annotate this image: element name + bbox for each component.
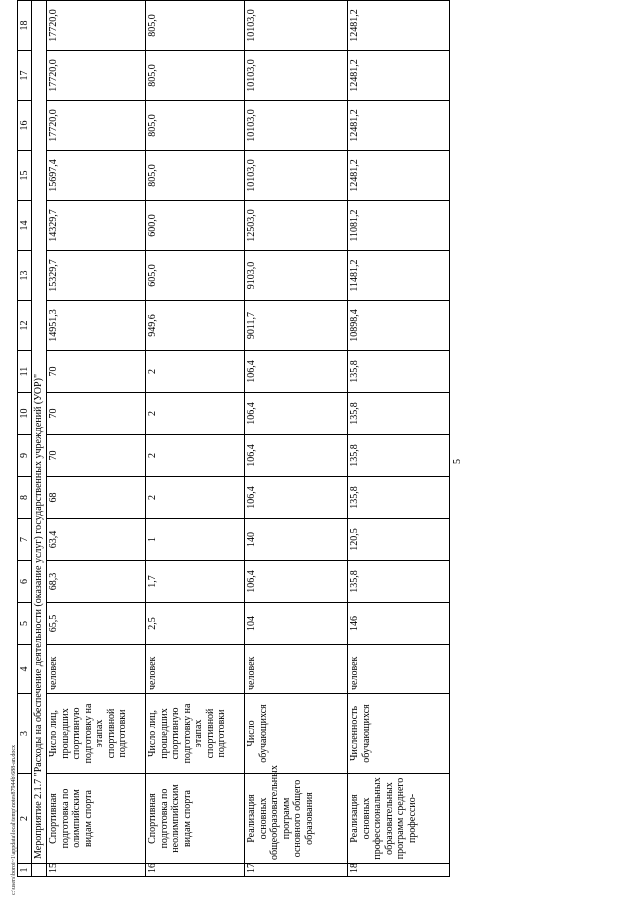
service-name: Спортивная подготовка по олимпийским видам спорта (47, 774, 146, 864)
column-number: 16 (18, 101, 32, 151)
page-number: 5 (452, 459, 463, 464)
value-cell: 9103,0 (245, 251, 348, 301)
value-cell: 12481,2 (348, 1, 450, 51)
value-cell: 17720,0 (47, 101, 146, 151)
value-cell: 70 (47, 351, 146, 393)
row-number: 16 (146, 864, 245, 877)
unit: человек (47, 645, 146, 694)
value-cell: 135,8 (348, 561, 450, 603)
column-number: 15 (18, 151, 32, 201)
column-number: 14 (18, 201, 32, 251)
value-cell: 2 (146, 351, 245, 393)
value-cell: 1,7 (146, 561, 245, 603)
value-cell: 135,8 (348, 351, 450, 393)
unit: человек (245, 645, 348, 694)
value-cell: 2 (146, 477, 245, 519)
value-cell: 805,0 (146, 1, 245, 51)
value-cell: 106,4 (245, 477, 348, 519)
value-cell: 2,5 (146, 603, 245, 645)
value-cell: 10103,0 (245, 101, 348, 151)
row-number: 18 (348, 864, 450, 877)
value-cell: 140 (245, 519, 348, 561)
indicator-name: Число обучающихся (245, 694, 348, 774)
value-cell: 146 (348, 603, 450, 645)
value-cell: 15329,7 (47, 251, 146, 301)
table-row (47, 1, 146, 877)
column-number: 13 (18, 251, 32, 301)
value-cell: 10103,0 (245, 51, 348, 101)
budget-table (17, 0, 450, 877)
value-cell: 600,0 (146, 201, 245, 251)
column-number: 11 (18, 351, 32, 393)
value-cell: 135,8 (348, 477, 450, 519)
value-cell: 805,0 (146, 51, 245, 101)
value-cell: 120,5 (348, 519, 450, 561)
column-number: 3 (18, 694, 32, 774)
value-cell: 11081,2 (348, 201, 450, 251)
value-cell: 17720,0 (47, 51, 146, 101)
column-number: 12 (18, 301, 32, 351)
table-row (146, 1, 245, 877)
service-name: Реализация основных общеобразовательных программ основного общего образования (245, 774, 348, 864)
value-cell: 949,6 (146, 301, 245, 351)
value-cell: 14951,3 (47, 301, 146, 351)
value-cell: 135,8 (348, 435, 450, 477)
value-cell: 17720,0 (47, 1, 146, 51)
value-cell: 106,4 (245, 435, 348, 477)
column-number: 8 (18, 477, 32, 519)
value-cell: 65,5 (47, 603, 146, 645)
value-cell: 2 (146, 435, 245, 477)
value-cell: 2 (146, 393, 245, 435)
value-cell: 1 (146, 519, 245, 561)
activity-title: Мероприятие 2.1.7 "Расходы на обеспечение деятельности (оказание услуг) государственных учреждений (УОР)" (32, 1, 47, 864)
column-number: 5 (18, 603, 32, 645)
value-cell: 12481,2 (348, 51, 450, 101)
value-cell: 12481,2 (348, 101, 450, 151)
value-cell: 104 (245, 603, 348, 645)
row-number: 17 (245, 864, 348, 877)
value-cell: 10103,0 (245, 151, 348, 201)
value-cell: 15697,4 (47, 151, 146, 201)
unit: человек (146, 645, 245, 694)
value-cell: 805,0 (146, 101, 245, 151)
column-number: 10 (18, 393, 32, 435)
value-cell: 68 (47, 477, 146, 519)
column-number: 9 (18, 435, 32, 477)
indicator-name: Численность обучающихся (348, 694, 450, 774)
column-number: 1 (18, 864, 32, 877)
column-number: 4 (18, 645, 32, 694)
value-cell: 12503,0 (245, 201, 348, 251)
column-number: 7 (18, 519, 32, 561)
value-cell: 10103,0 (245, 1, 348, 51)
value-cell: 10898,4 (348, 301, 450, 351)
value-cell: 70 (47, 435, 146, 477)
row-number: 15 (47, 864, 146, 877)
indicator-name: Число лиц, прошедших спортивную подготовку на этапах спортивной подготовки (146, 694, 245, 774)
value-cell: 11481,2 (348, 251, 450, 301)
column-number: 17 (18, 51, 32, 101)
footer-path: c:\users\boroi~1\appdata\local\temp\notes87944b\688-an.docx (11, 744, 17, 895)
service-name: Спортивная подготовка по неолимпийским видам спорта (146, 774, 245, 864)
value-cell: 106,4 (245, 393, 348, 435)
column-number: 6 (18, 561, 32, 603)
value-cell: 12481,2 (348, 151, 450, 201)
value-cell: 14329,7 (47, 201, 146, 251)
service-name: Реализация основных профессиональных образовательных программ среднего профессио- (348, 774, 450, 864)
table-row (245, 1, 348, 877)
column-number: 2 (18, 774, 32, 864)
column-number: 18 (18, 1, 32, 51)
indicator-name: Число лиц, прошедших спортивную подготовку на этапах спортивной подготовки (47, 694, 146, 774)
value-cell: 106,4 (245, 561, 348, 603)
value-cell: 805,0 (146, 151, 245, 201)
unit: человек (348, 645, 450, 694)
value-cell: 68,3 (47, 561, 146, 603)
value-cell: 9011,7 (245, 301, 348, 351)
activity-row (32, 1, 47, 877)
value-cell: 63,4 (47, 519, 146, 561)
table-row (348, 1, 450, 877)
value-cell: 106,4 (245, 351, 348, 393)
value-cell: 605,0 (146, 251, 245, 301)
column-number-row (18, 1, 32, 877)
value-cell: 135,8 (348, 393, 450, 435)
value-cell: 70 (47, 393, 146, 435)
